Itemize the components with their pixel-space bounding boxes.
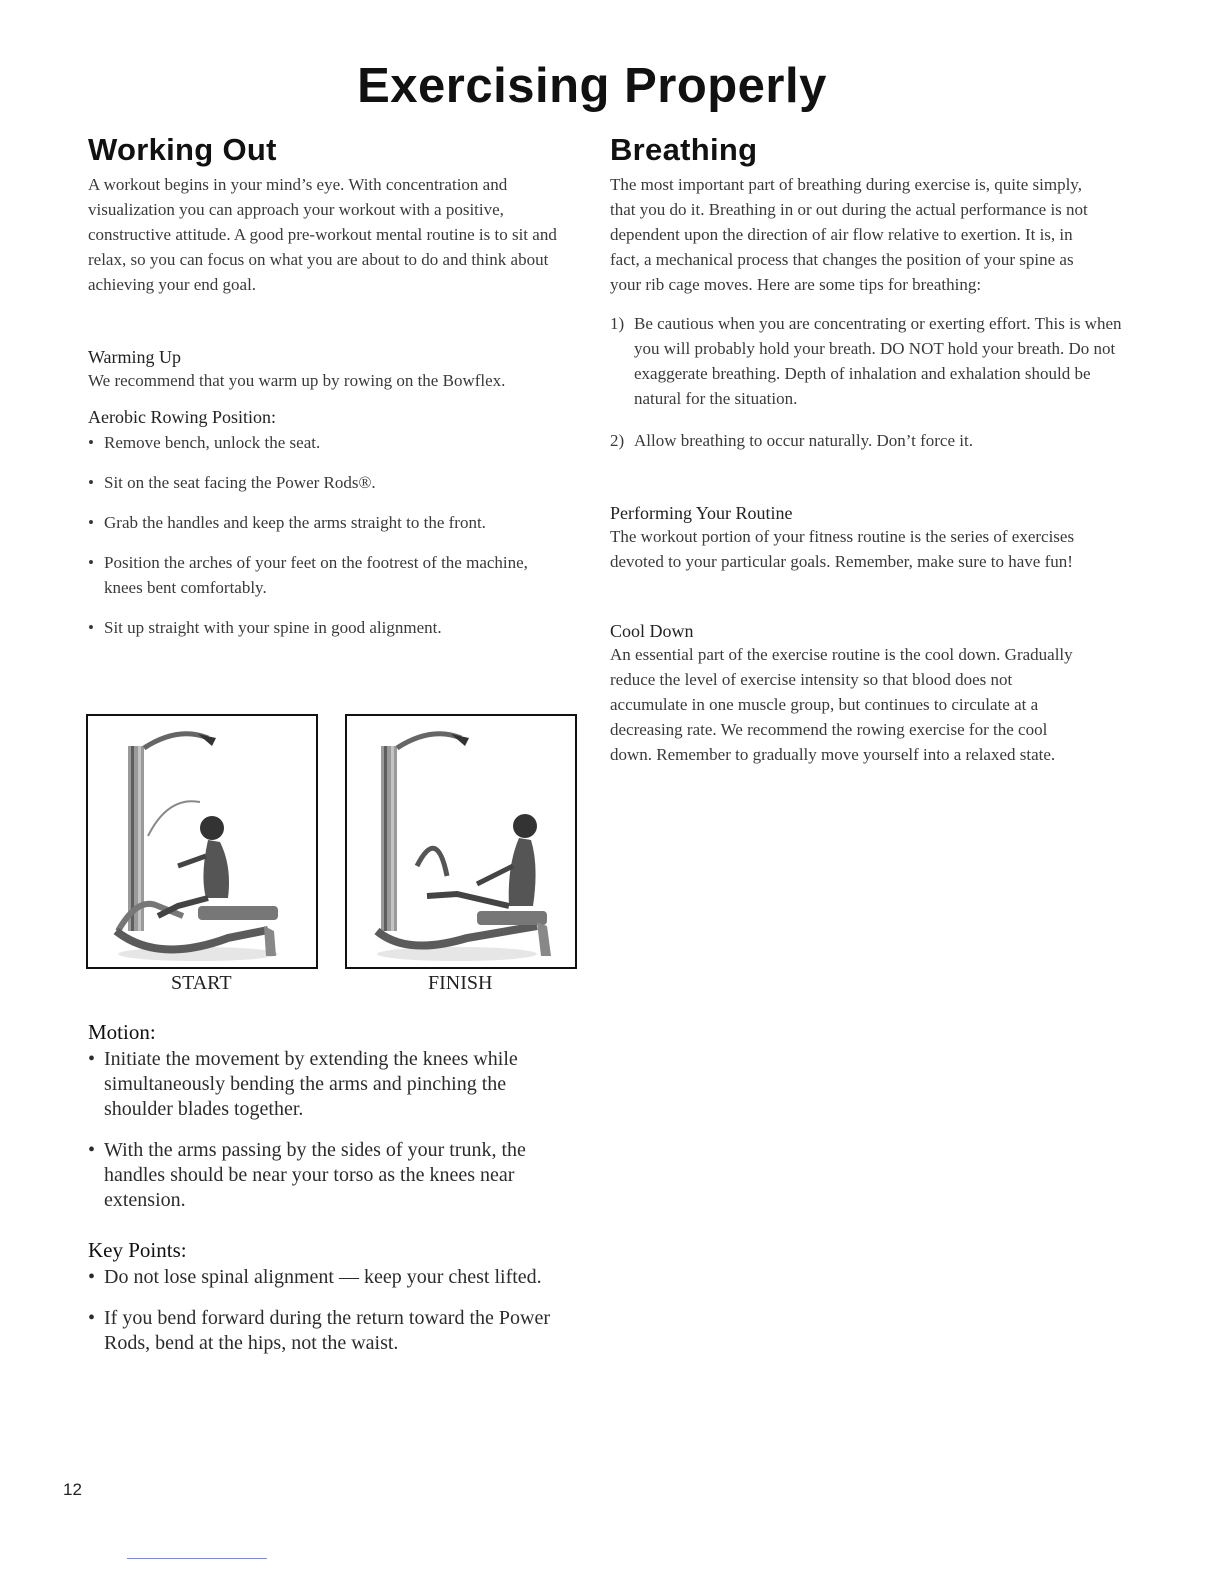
page-title: Exercising Properly: [357, 59, 827, 113]
rowing-finish-illustration: [347, 716, 575, 967]
list-item: [610, 428, 1110, 453]
breathing-heading: Breathing: [610, 132, 758, 167]
warming-up-text: We recommend that you warm up by rowing on the Bowflex.: [88, 371, 506, 390]
list-item: • Sit up straight with your spine in good alignment.: [88, 615, 588, 640]
page-number: 12: [63, 1480, 82, 1499]
list-item: • Initiate the movement by extending the knees while simultaneously bending the arms and pinching the shoulder blades together.: [88, 1047, 578, 1122]
breathing-tips: [610, 311, 1122, 453]
cool-down-text: An essential part of the exercise routine is the cool down. Gradually reduce the level of exercise intensity so that blood does not accumulate in one muscle group, but continues to circulate at a decreasing rate. We recommend the rowing exercise for the cool down. Remember to gradually move yourself into a relaxed state.: [610, 645, 1073, 764]
tip-text: Be cautious when you are concentrating or exerting effort. This is when you will probably hold your breath. DO NOT hold your breath. Do not exaggerate breathing. Depth of inhalation and exhalation should be natural for the situation.: [634, 314, 1122, 408]
warming-up-block: [88, 347, 588, 393]
warming-up-heading: Warming Up: [88, 347, 182, 367]
list-item: • Remove bench, unlock the seat.: [88, 430, 588, 455]
list-item: • Position the arches of your feet on the footrest of the machine, knees bent comfortably.: [88, 550, 544, 600]
finish-figure: [345, 714, 577, 969]
list-item: • With the arms passing by the sides of your trunk, the handles should be near your torso as the knees near extension.: [88, 1138, 578, 1213]
start-caption: START: [171, 972, 232, 994]
performing-routine-text: The workout portion of your fitness routine is the series of exercises devoted to your particular goals. Remember, make sure to have fun!: [610, 527, 1075, 571]
rowing-start-illustration: [88, 716, 316, 967]
working-out-section: [88, 132, 588, 640]
motion-block: [88, 1020, 578, 1213]
tip-number: 1): [610, 314, 625, 333]
performing-routine-block: [610, 503, 1110, 574]
footer-rule: [127, 1558, 267, 1559]
motion-heading: Motion:: [88, 1020, 156, 1044]
list-item: • If you bend forward during the return toward the Power Rods, bend at the hips, not the waist.: [88, 1306, 558, 1356]
performing-routine-heading: Performing Your Routine: [610, 503, 793, 523]
key-points-heading: Key Points:: [88, 1238, 187, 1262]
list-item: • Sit on the seat facing the Power Rods®.: [88, 470, 588, 495]
start-figure: [86, 714, 318, 969]
finish-caption: FINISH: [428, 972, 493, 994]
tip-number: 2): [610, 431, 625, 450]
list-item: • Do not lose spinal alignment — keep your chest lifted.: [88, 1265, 558, 1290]
tip-text: Allow breathing to occur naturally. Don’t force it.: [634, 431, 973, 450]
key-points-block: [88, 1238, 558, 1356]
list-item: • Grab the handles and keep the arms straight to the front.: [88, 510, 588, 535]
aerobic-rowing-heading: Aerobic Rowing Position:: [88, 407, 276, 427]
breathing-intro: The most important part of breathing during exercise is, quite simply, that you do it. Breathing in or out during the actual performance is not dependent upon the direction of air flow relative to exertion. It is, in fact, a mechanical process that changes the position of your spine as your rib cage moves. Here are some tips for breathing:: [610, 175, 1088, 294]
working-out-heading: Working Out: [88, 132, 277, 167]
cool-down-block: [610, 621, 1110, 767]
list-item: [610, 311, 1124, 411]
breathing-section: [610, 132, 1122, 767]
cool-down-heading: Cool Down: [610, 621, 694, 641]
aerobic-rowing-block: [88, 407, 588, 640]
working-out-intro: A workout begins in your mind’s eye. With concentration and visualization you can approach your workout with a positive, constructive attitude. A good pre-workout mental routine is to sit and relax, so you can focus on what you are about to do and think about achieving your end goal.: [88, 175, 557, 294]
